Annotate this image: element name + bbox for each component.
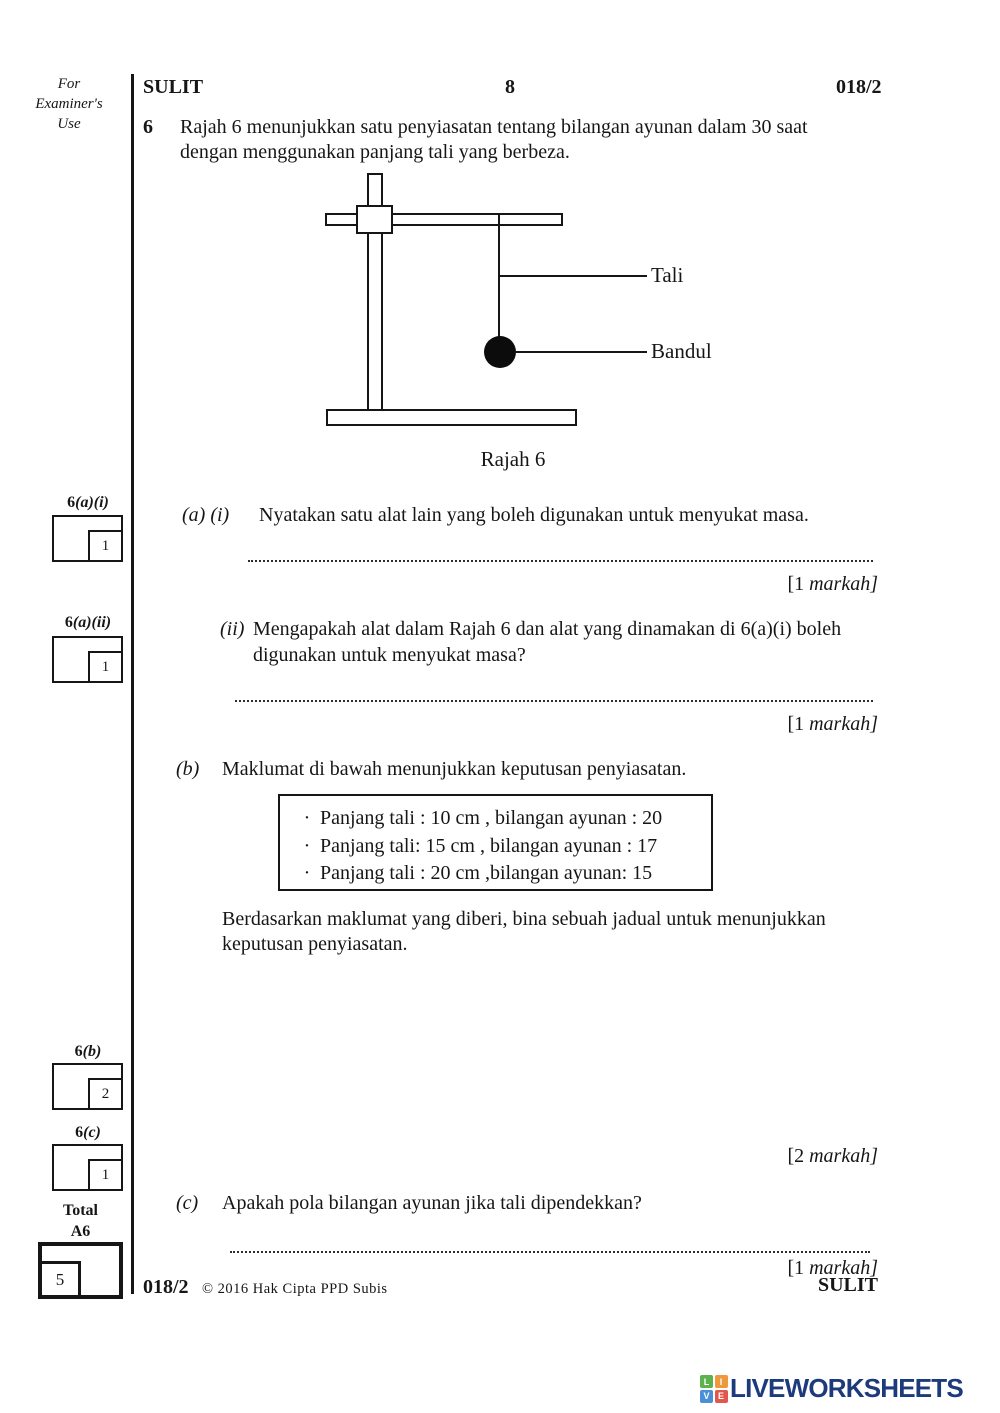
part-b-marker: (b) xyxy=(176,758,200,780)
retort-stand-clamp xyxy=(356,205,393,234)
answer-line-a-i[interactable] xyxy=(248,560,873,562)
marks-c: [1 markah] xyxy=(787,1257,878,1279)
marks-box-6b xyxy=(52,1063,123,1110)
part-c-marker: (c) xyxy=(176,1192,199,1214)
liveworksheets-logo xyxy=(700,1372,970,1406)
margin-divider-line xyxy=(131,74,134,1294)
result-item xyxy=(280,805,711,833)
marks-box-6b-value: 2 xyxy=(88,1078,121,1108)
header-confidential: SULIT xyxy=(143,76,204,98)
marks-label-6ai: 6(a)(i) xyxy=(67,494,109,511)
total-marks-box xyxy=(38,1242,123,1299)
logo-square-v: V xyxy=(700,1390,713,1403)
logo-wordmark: LIVEWORKSHEETS xyxy=(730,1373,963,1403)
pendulum-bob xyxy=(484,336,516,368)
part-b-instruction-line1: Berdasarkan maklumat yang diberi, bina sebuah jadual untuk menunjukkan xyxy=(222,908,826,930)
results-info-box xyxy=(278,794,713,891)
bullet-dot: · xyxy=(303,834,311,857)
marks-box-6ai xyxy=(52,515,123,562)
marks-box-6aii-value: 1 xyxy=(88,651,121,681)
part-a-ii-line2: digunakan untuk menyukat masa? xyxy=(253,644,526,666)
result-item-text: Panjang tali: 15 cm , bilangan ayunan : 17 xyxy=(320,834,658,857)
part-a-i-marker: (a) (i) xyxy=(182,504,230,526)
total-label-line2: A6 xyxy=(70,1223,91,1240)
logo-square-e: E xyxy=(715,1390,728,1403)
string-label-leader-line xyxy=(500,275,647,277)
answer-line-c[interactable] xyxy=(230,1251,870,1253)
marks-box-6c-value: 1 xyxy=(88,1159,121,1189)
question-intro-line2: dengan menggunakan panjang tali yang berbeza. xyxy=(180,141,570,163)
footer-confidential: SULIT xyxy=(817,1274,878,1296)
part-b-instruction-line2: keputusan penyiasatan. xyxy=(222,933,408,955)
footer-paper-code: 018/2 xyxy=(143,1276,189,1298)
retort-stand-base xyxy=(326,409,577,426)
result-item xyxy=(280,860,711,888)
marks-b: [2 markah] xyxy=(787,1145,878,1167)
part-a-ii-line1: Mengapakah alat dalam Rajah 6 dan alat yang dinamakan di 6(a)(i) boleh xyxy=(253,618,842,640)
logo-square-i: I xyxy=(715,1375,728,1388)
result-item-text: Panjang tali : 20 cm ,bilangan ayunan: 15 xyxy=(320,862,653,884)
diagram-caption: Rajah 6 xyxy=(480,447,546,471)
examiner-use-line2: Examiner's xyxy=(35,96,103,112)
footer-copyright: © 2016 Hak Cipta PPD Subis xyxy=(202,1281,388,1297)
examiner-use-line3: Use xyxy=(57,116,81,132)
examiner-use-line1: For xyxy=(57,76,81,92)
marks-a-ii: [1 markah] xyxy=(787,713,878,735)
answer-line-a-ii[interactable] xyxy=(235,700,873,702)
part-a-i-text: Nyatakan satu alat lain yang boleh digunakan untuk menyukat masa. xyxy=(259,504,809,526)
header-paper-code: 018/2 xyxy=(836,76,882,98)
marks-label-6b: 6(b) xyxy=(74,1043,102,1060)
total-label-line1: Total xyxy=(63,1202,98,1219)
pendulum-label: Bandul xyxy=(651,339,712,363)
examiner-use-label xyxy=(14,74,124,134)
bullet-dot: · xyxy=(303,807,311,829)
marks-label-6c: 6(c) xyxy=(75,1124,101,1141)
marks-label-6aii: 6(a)(ii) xyxy=(64,614,112,631)
total-marks-value: 5 xyxy=(42,1261,81,1295)
marks-box-6aii xyxy=(52,636,123,683)
marks-box-6ai-value: 1 xyxy=(88,530,121,560)
bullet-dot: · xyxy=(303,862,311,884)
logo-square-l: L xyxy=(700,1375,713,1388)
marks-a-i: [1 markah] xyxy=(787,573,878,595)
question-number: 6 xyxy=(143,116,153,138)
part-b-text: Maklumat di bawah menunjukkan keputusan penyiasatan. xyxy=(222,758,687,780)
pendulum-label-leader-line xyxy=(516,351,647,353)
string-label: Tali xyxy=(651,263,684,287)
result-item xyxy=(280,833,711,861)
header-page-number: 8 xyxy=(505,76,515,98)
part-c-text: Apakah pola bilangan ayunan jika tali dipendekkan? xyxy=(222,1192,642,1214)
marks-box-6c xyxy=(52,1144,123,1191)
question-intro-line1: Rajah 6 menunjukkan satu penyiasatan tentang bilangan ayunan dalam 30 saat xyxy=(180,116,808,138)
part-a-ii-marker: (ii) xyxy=(220,618,245,640)
result-item-text: Panjang tali : 10 cm , bilangan ayunan : 20 xyxy=(320,807,663,829)
